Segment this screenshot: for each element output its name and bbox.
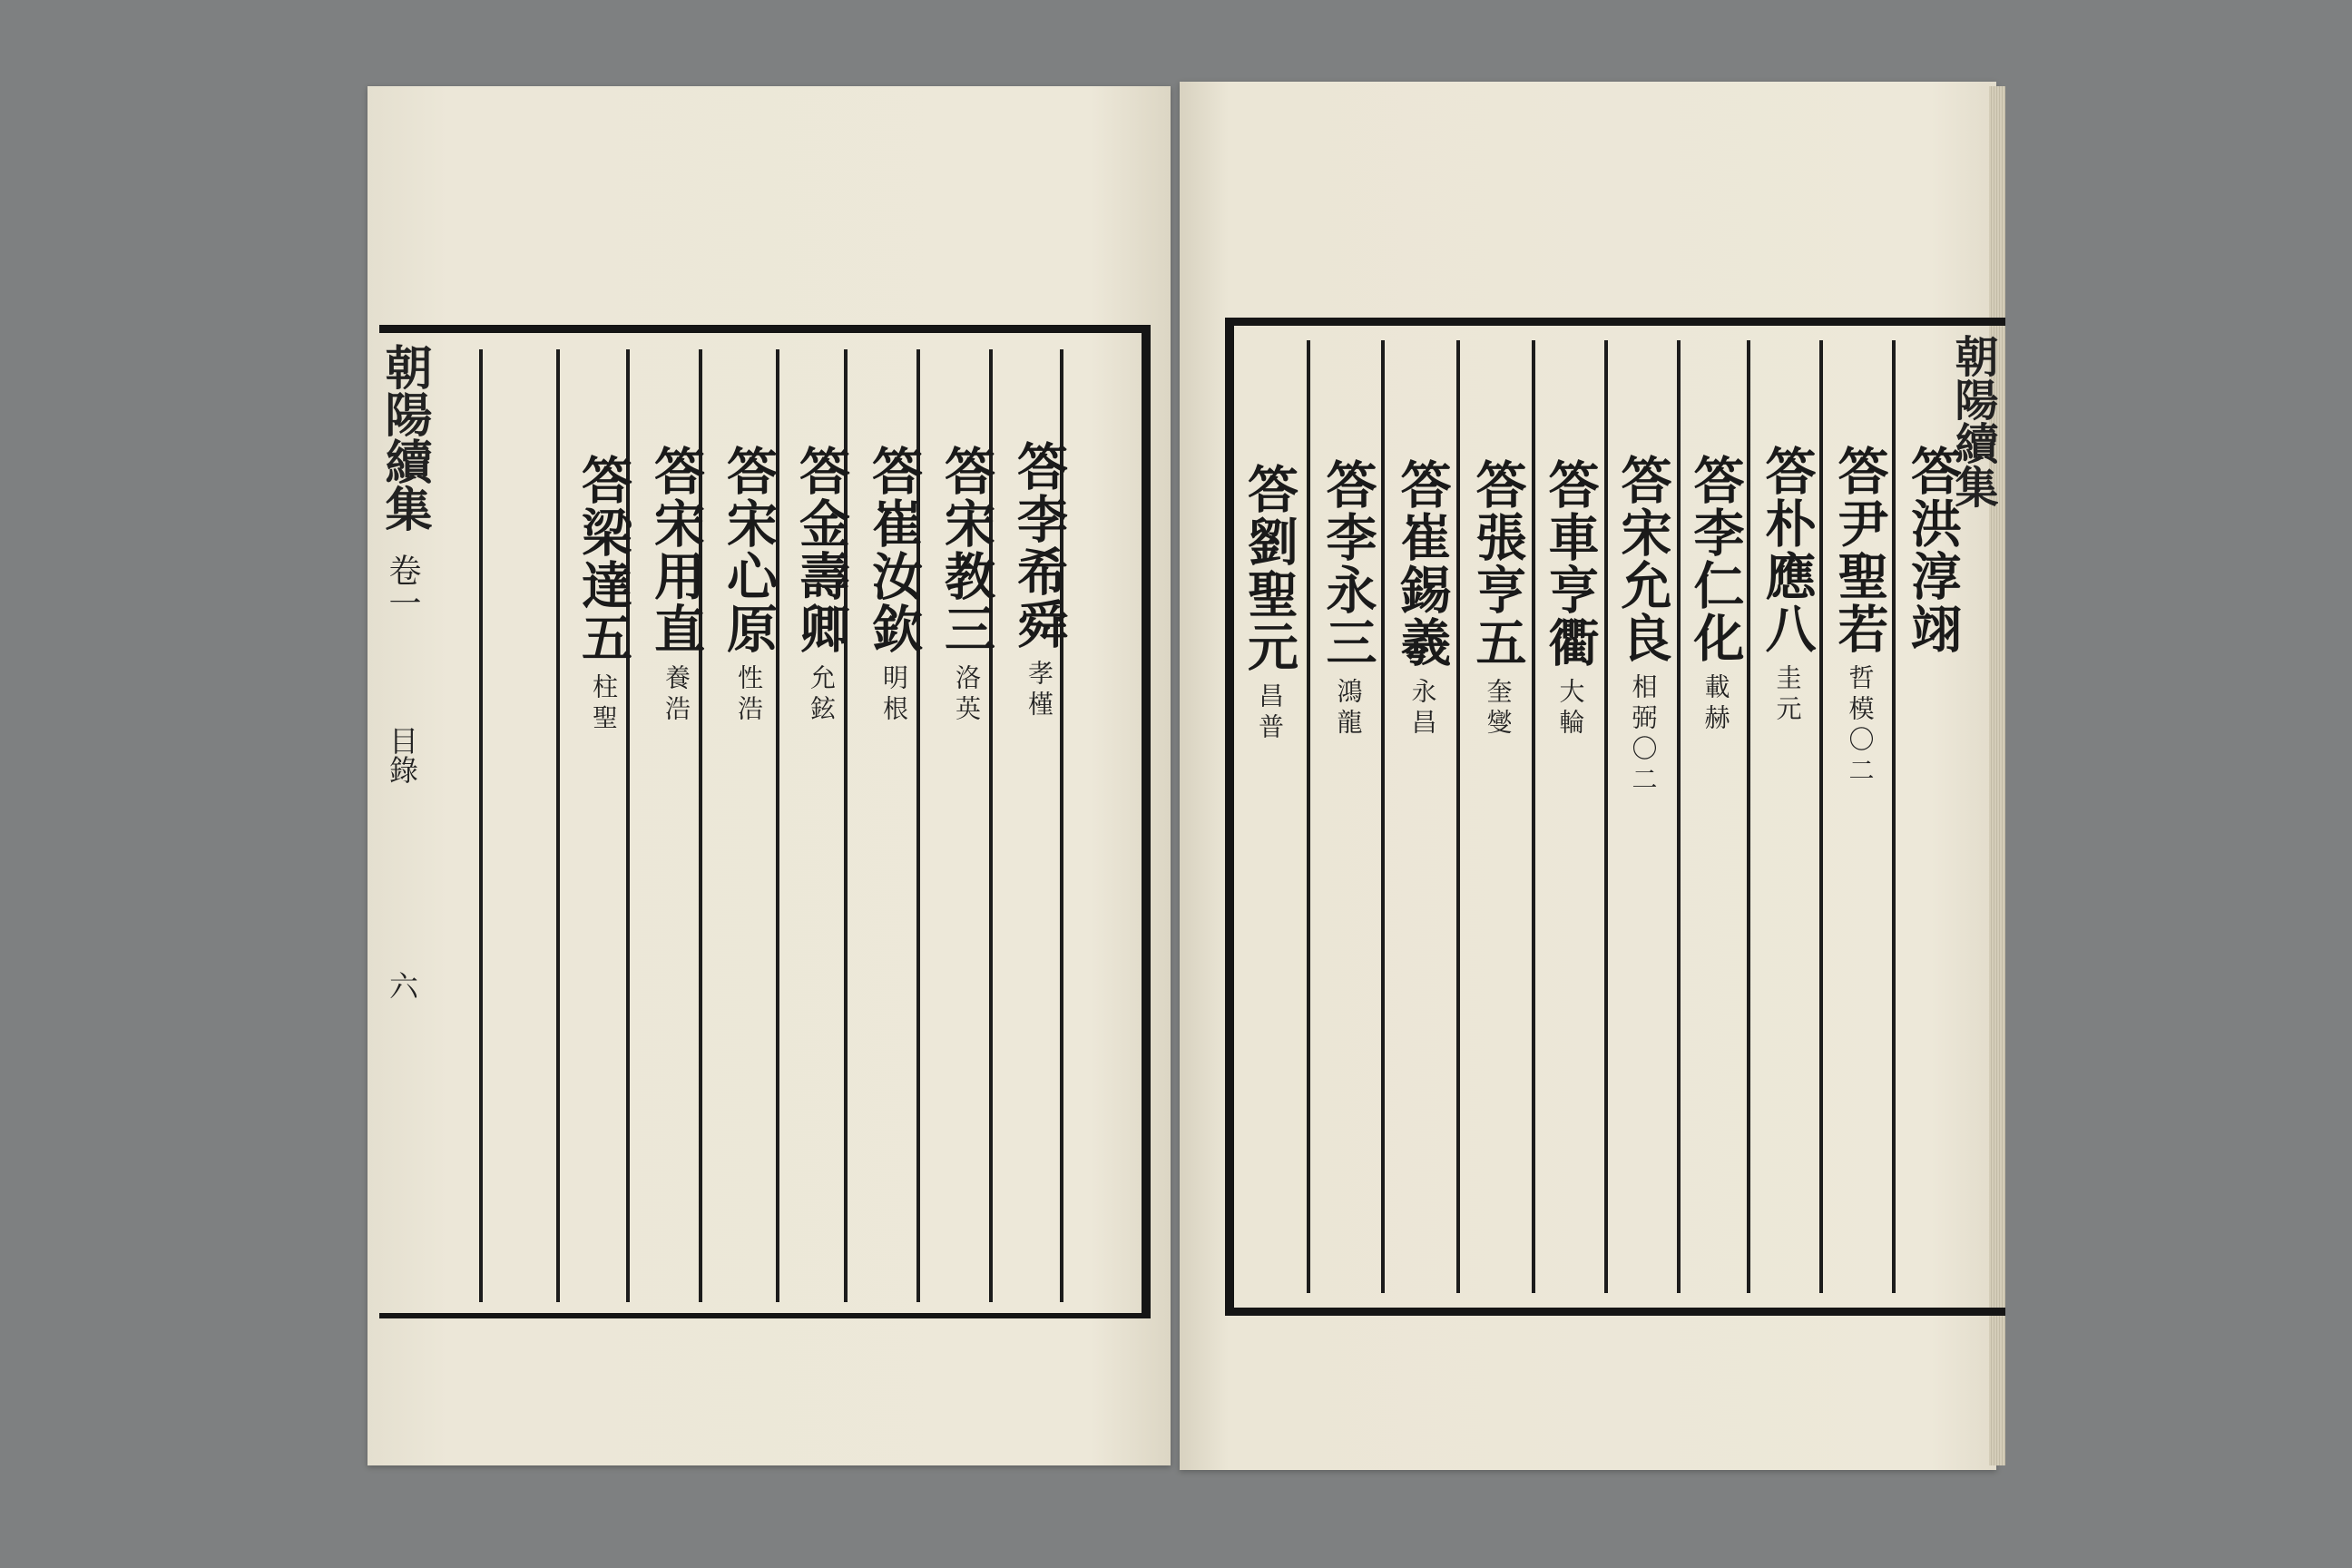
column-rule: [479, 349, 483, 1302]
entry-title: 答劉聖元: [1240, 463, 1299, 673]
entry-title: 答李仁化: [1685, 454, 1746, 664]
entry-note: 奎燮: [1483, 678, 1514, 740]
entry-note: 載赫: [1700, 673, 1731, 735]
toc-entry: [930, 445, 1003, 726]
entry-note: 相弼〇二: [1628, 673, 1659, 797]
entry-title: 答尹聖若: [1829, 445, 1890, 655]
entry-note: 孝槿: [1024, 660, 1054, 721]
toc-entry: [1901, 445, 1965, 664]
left-section-label: 目錄: [385, 726, 419, 784]
entry-note: 明根: [879, 664, 909, 726]
entry-title: 答李永三: [1318, 458, 1378, 669]
column-rule: [1604, 340, 1608, 1293]
entry-title: 答崔錫羲: [1392, 458, 1453, 669]
entry-title: 答張亨五: [1467, 458, 1528, 669]
column-rule: [1307, 340, 1310, 1293]
toc-entry: [785, 445, 858, 726]
entry-title: 答李希舜: [1009, 440, 1069, 651]
entry-title: 答車亨衢: [1540, 458, 1601, 669]
column-rule: [1532, 340, 1535, 1293]
entry-note: 哲模〇二: [1845, 664, 1876, 788]
toc-entry: [567, 454, 640, 735]
right-title-column: 朝陽續集: [1947, 334, 1998, 508]
entry-note: 永昌: [1407, 678, 1438, 740]
toc-entry: [1388, 458, 1456, 740]
entry-title: 答宋心原: [719, 445, 779, 655]
toc-entry: [1234, 463, 1305, 744]
left-volume-label: 卷一: [384, 554, 421, 619]
entry-note: 洛英: [952, 664, 982, 726]
column-rule: [1456, 340, 1460, 1293]
entry-note: 昌普: [1255, 682, 1285, 744]
toc-entry: [640, 445, 712, 726]
toc-entry: [1609, 454, 1677, 797]
entry-title: 答崔汝欽: [864, 445, 924, 655]
entry-note: 性浩: [734, 664, 764, 726]
left-title-column: 朝陽續集: [377, 343, 432, 532]
toc-entry: [1314, 458, 1382, 740]
entry-title: 答宋允良: [1612, 454, 1673, 664]
toc-entry: [1464, 458, 1532, 740]
toc-entry: [1536, 458, 1604, 740]
entry-title: 答宋用直: [646, 445, 706, 655]
entry-note: 大輪: [1555, 678, 1586, 740]
column-rule: [1677, 340, 1681, 1293]
toc-entry: [858, 445, 930, 726]
toc-entry: [1003, 440, 1075, 721]
left-page-number: 六: [385, 971, 419, 1000]
toc-entry: [712, 445, 785, 726]
entry-title: 答宋教三: [936, 445, 996, 655]
entry-note: 圭元: [1772, 664, 1803, 726]
column-rule: [556, 349, 560, 1302]
entry-note: 柱聖: [589, 673, 619, 735]
entry-title: 答洪淳翊: [1903, 445, 1963, 655]
toc-entry: [1681, 454, 1749, 735]
entry-title: 答朴應八: [1757, 445, 1818, 655]
entry-note: 允鉉: [807, 664, 837, 726]
entry-title: 答金壽卿: [791, 445, 851, 655]
entry-title: 答梁達五: [573, 454, 633, 664]
toc-entry: [1753, 445, 1821, 726]
toc-entry: [1826, 445, 1894, 788]
entry-note: 鴻龍: [1333, 678, 1364, 740]
entry-note: 養浩: [662, 664, 691, 726]
